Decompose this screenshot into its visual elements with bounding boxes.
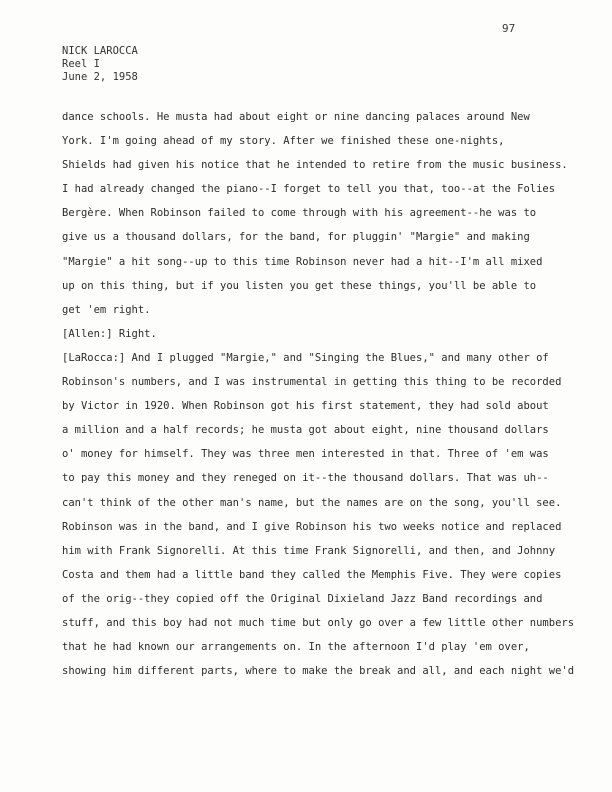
text-line: of the orig--they copied off the Original Dixieland Jazz Band recordings and <box>62 592 543 605</box>
interviewee-name: NICK LAROCCA <box>62 45 138 57</box>
text-line: to pay this money and they reneged on it--the thousand dollars. That was uh-- <box>62 472 549 485</box>
text-line: Robinson's numbers, and I was instrumental in getting this thing to be recorded <box>62 376 562 389</box>
text-line: I had already changed the piano--I forget to tell you that, too--at the Folies <box>62 183 556 196</box>
speaker-line-allen: [Allen:] Right. <box>62 327 157 340</box>
text-line: him with Frank Signorelli. At this time Frank Signorelli, and then, and Johnny <box>62 544 556 557</box>
text-line: Shields had given his notice that he intended to retire from the music business. <box>62 159 568 172</box>
text-line: York. I'm going ahead of my story. After we finished these one-nights, <box>62 135 505 148</box>
text-line: stuff, and this boy had not much time but only go over a few little other numbers <box>62 616 575 629</box>
text-line: give us a thousand dollars, for the band, for pluggin' "Margie" and making <box>62 231 530 244</box>
text-line: get 'em right. <box>62 303 151 316</box>
text-line: can't think of the other man's name, but the names are on the song, you'll see. <box>62 496 562 509</box>
text-line: up on this thing, but if you listen you get these things, you'll be able to <box>62 279 537 292</box>
reel-label: Reel I <box>62 58 100 70</box>
transcript-header <box>62 45 138 84</box>
page-number: 97 <box>502 22 516 35</box>
text-line: Costa and them had a little band they called the Memphis Five. They were copies <box>62 568 562 581</box>
text-line: that he had known our arrangements on. In the afternoon I'd play 'em over, <box>62 641 530 654</box>
text-line: by Victor in 1920. When Robinson got his first statement, they had sold about <box>62 400 549 413</box>
text-line: a million and a half records; he musta got about eight, nine thousand dollars <box>62 424 549 437</box>
text-line: o' money for himself. They was three men interested in that. Three of 'em was <box>62 448 549 461</box>
transcript-body <box>62 105 575 683</box>
text-line: Robinson was in the band, and I give Robinson his two weeks notice and replaced <box>62 520 562 533</box>
text-line: dance schools. He musta had about eight or nine dancing palaces around New <box>62 111 530 123</box>
text-line: Bergère. When Robinson failed to come through with his agreement--he was to <box>62 207 537 220</box>
text-line: showing him different parts, where to make the break and all, and each night we'd <box>62 665 575 678</box>
interview-date: June 2, 1958 <box>62 71 138 83</box>
speaker-line-larocca: [LaRocca:] And I plugged "Margie," and "Singing the Blues," and many other of <box>62 351 549 364</box>
text-line: "Margie" a hit song--up to this time Robinson never had a hit--I'm all mixed <box>62 255 543 268</box>
